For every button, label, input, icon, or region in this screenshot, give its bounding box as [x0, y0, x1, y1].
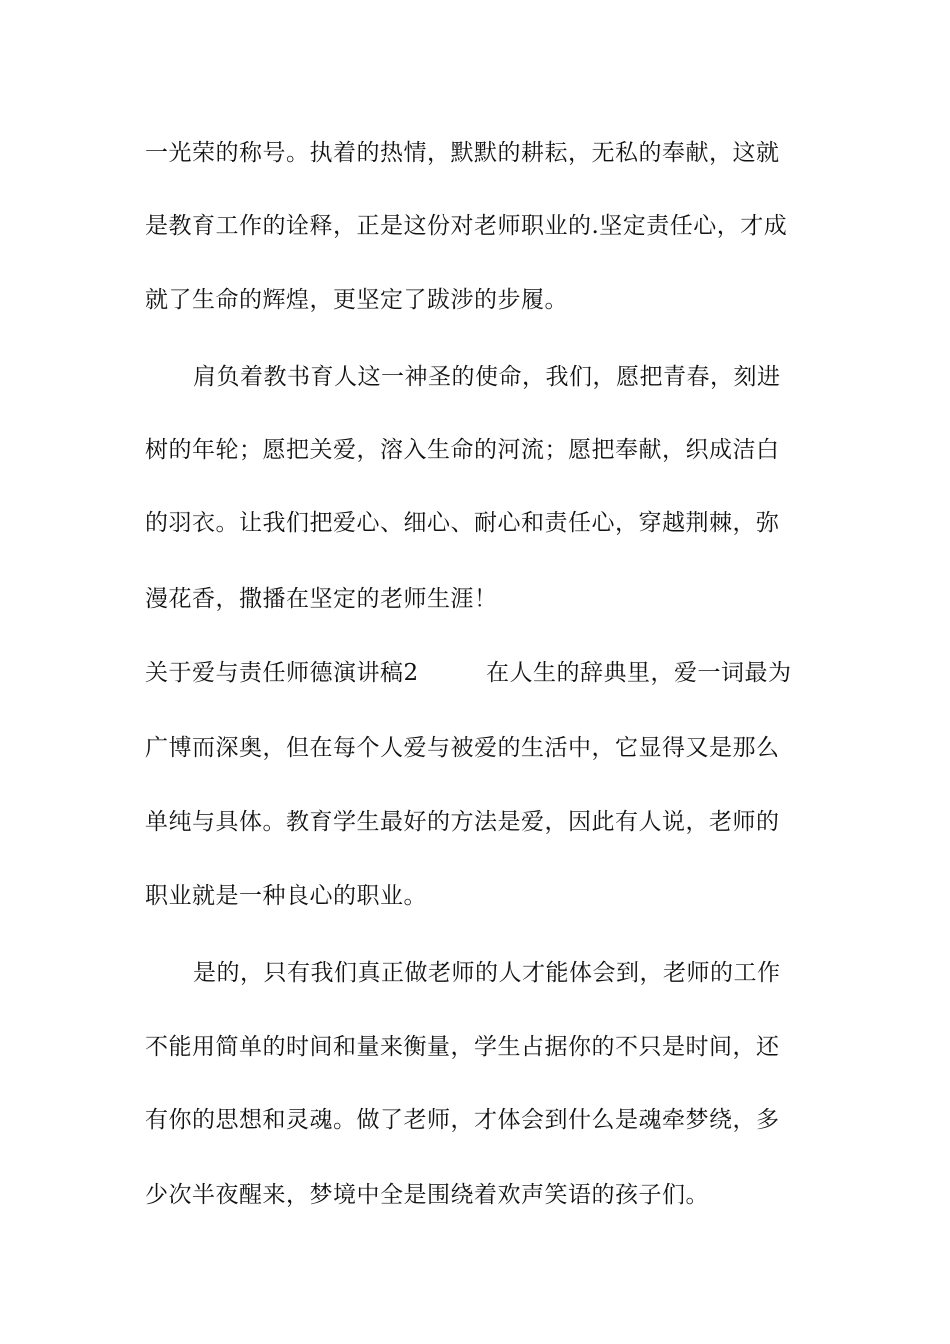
paragraph-line: 在人生的辞典里，爱一词最为: [486, 660, 792, 686]
paragraph-line: 不能用简单的时间和量来衡量，学生占据你的不只是时间，还: [145, 1034, 780, 1060]
section-heading: 关于爱与责任师德演讲稿2: [145, 660, 419, 686]
paragraph-line: 有你的思想和灵魂。做了老师，才体会到什么是魂牵梦绕，多: [145, 1107, 780, 1133]
paragraph-line: 少次半夜醒来，梦境中全是围绕着欢声笑语的孩子们。: [145, 1182, 709, 1208]
paragraph-line: 职业就是一种良心的职业。: [145, 883, 427, 909]
paragraph-line: 肩负着教书育人这一神圣的使命，我们，愿把青春，刻进: [193, 364, 781, 390]
paragraph-line: 就了生命的辉煌，更坚定了跋涉的步履。: [145, 287, 568, 313]
paragraph-line: 是教育工作的诠释，正是这份对老师职业的.坚定责任心，才成: [145, 213, 788, 239]
paragraph-line: 漫花香，撒播在坚定的老师生涯！: [145, 586, 498, 612]
paragraph-line: 是的，只有我们真正做老师的人才能体会到，老师的工作: [193, 960, 781, 986]
paragraph-line: 单纯与具体。教育学生最好的方法是爱，因此有人说，老师的: [145, 809, 780, 835]
paragraph-line: 的羽衣。让我们把爱心、细心、耐心和责任心，穿越荆棘，弥: [145, 510, 780, 536]
paragraph-line: 一光荣的称号。执着的热情，默默的耕耘，无私的奉献，这就: [145, 140, 780, 166]
paragraph-line: 广博而深奥，但在每个人爱与被爱的生活中，它显得又是那么: [145, 735, 780, 761]
paragraph-line: 树的年轮；愿把关爱，溶入生命的河流；愿把奉献，织成洁白: [145, 437, 780, 463]
